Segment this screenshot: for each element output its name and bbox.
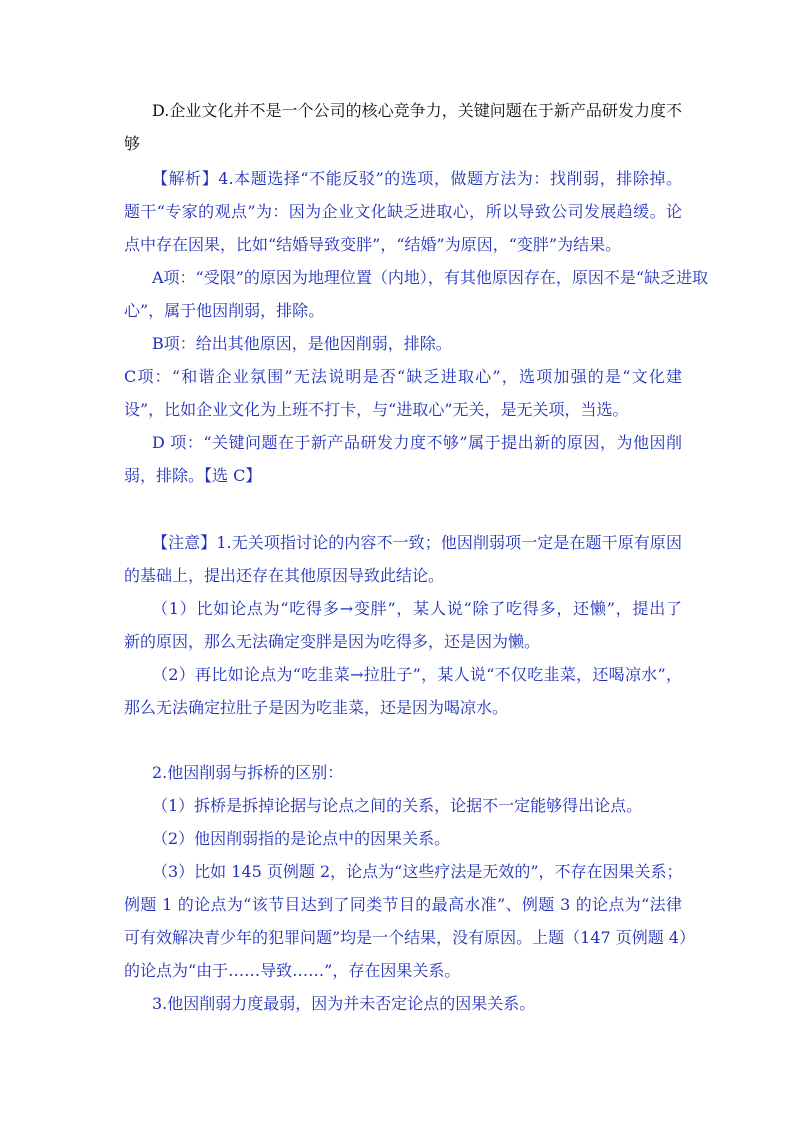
section-2-item-3-line-3: 可有效解决青少年的犯罪问题”均是一个结果，没有原因。上题（147 页例题 4） [124, 928, 696, 947]
note-example-1-line-1: （1）比如论点为“吃得多→变胖”，某人说“除了吃得多，还懒”，提出了 [152, 599, 682, 618]
note-example-2-line-1: （2）再比如论点为“吃韭菜→拉肚子”，某人说“不仅吃韭菜，还喝凉水”， [152, 665, 682, 684]
option-d-line-2: 够 [124, 134, 141, 153]
option-d-line-1: D.企业文化并不是一个公司的核心竞争力，关键问题在于新产品研发力度不 [152, 101, 682, 120]
section-2-item-1: （1）拆桥是拆掉论据与论点之间的关系，论据不一定能够得出论点。 [152, 796, 643, 815]
analysis-option-b: B项：给出其他原因，是他因削弱，排除。 [152, 334, 452, 353]
analysis-line-1: 【解析】4.本题选择“不能反驳”的选项，做题方法为：找削弱，排除掉。 [152, 169, 682, 188]
section-2-title: 2.他因削弱与拆桥的区别： [152, 763, 344, 782]
section-2-item-2: （2）他因削弱指的是论点中的因果关系。 [152, 829, 451, 848]
note-example-1-line-2: 新的原因，那么无法确定变胖是因为吃得多，还是因为懒。 [124, 632, 541, 651]
analysis-option-a-line-2: 心”，属于他因削弱，排除。 [124, 301, 325, 320]
note-example-2-line-2: 那么无法确定拉肚子是因为吃韭菜，还是因为喝凉水。 [124, 698, 509, 717]
analysis-option-c-line-1: C项：“和谐企业氛围”无法说明是否“缺乏进取心”，选项加强的是“文化建 [124, 367, 682, 386]
analysis-option-d-line-1: D 项：“关键问题在于新产品研发力度不够”属于提出新的原因，为他因削 [152, 433, 682, 452]
note-line-2: 的基础上，提出还存在其他原因导致此结论。 [124, 566, 445, 585]
section-2-item-3-line-4: 的论点为“由于……导致……”，存在因果关系。 [124, 961, 461, 980]
analysis-option-d-line-2: 弱，排除。【选 C】 [124, 466, 262, 485]
section-3-title: 3.他因削弱力度最弱，因为并未否定论点的因果关系。 [152, 994, 536, 1013]
note-line-1: 【注意】1.无关项指讨论的内容不一致；他因削弱项一定是在题干原有原因 [152, 533, 682, 552]
section-2-item-3-line-1: （3）比如 145 页例题 2，论点为“这些疗法是无效的”，不存在因果关系； [152, 862, 683, 881]
analysis-option-c-line-2: 设”，比如企业文化为上班不打卡，与“进取心”无关，是无关项，当选。 [124, 400, 629, 419]
analysis-line-2: 题干“专家的观点”为：因为企业文化缺乏进取心，所以导致公司发展趋缓。论 [124, 202, 682, 221]
analysis-option-a-line-1: A项：“受限”的原因为地理位置（内地），有其他原因存在，原因不是“缺乏进取 [152, 268, 709, 287]
section-2-item-3-line-2: 例题 1 的论点为“该节目达到了同类节目的最高水准”、例题 3 的论点为“法律 [124, 895, 682, 914]
analysis-line-3: 点中存在因果，比如“结婚导致变胖”，“结婚”为原因，“变胖”为结果。 [124, 235, 622, 254]
